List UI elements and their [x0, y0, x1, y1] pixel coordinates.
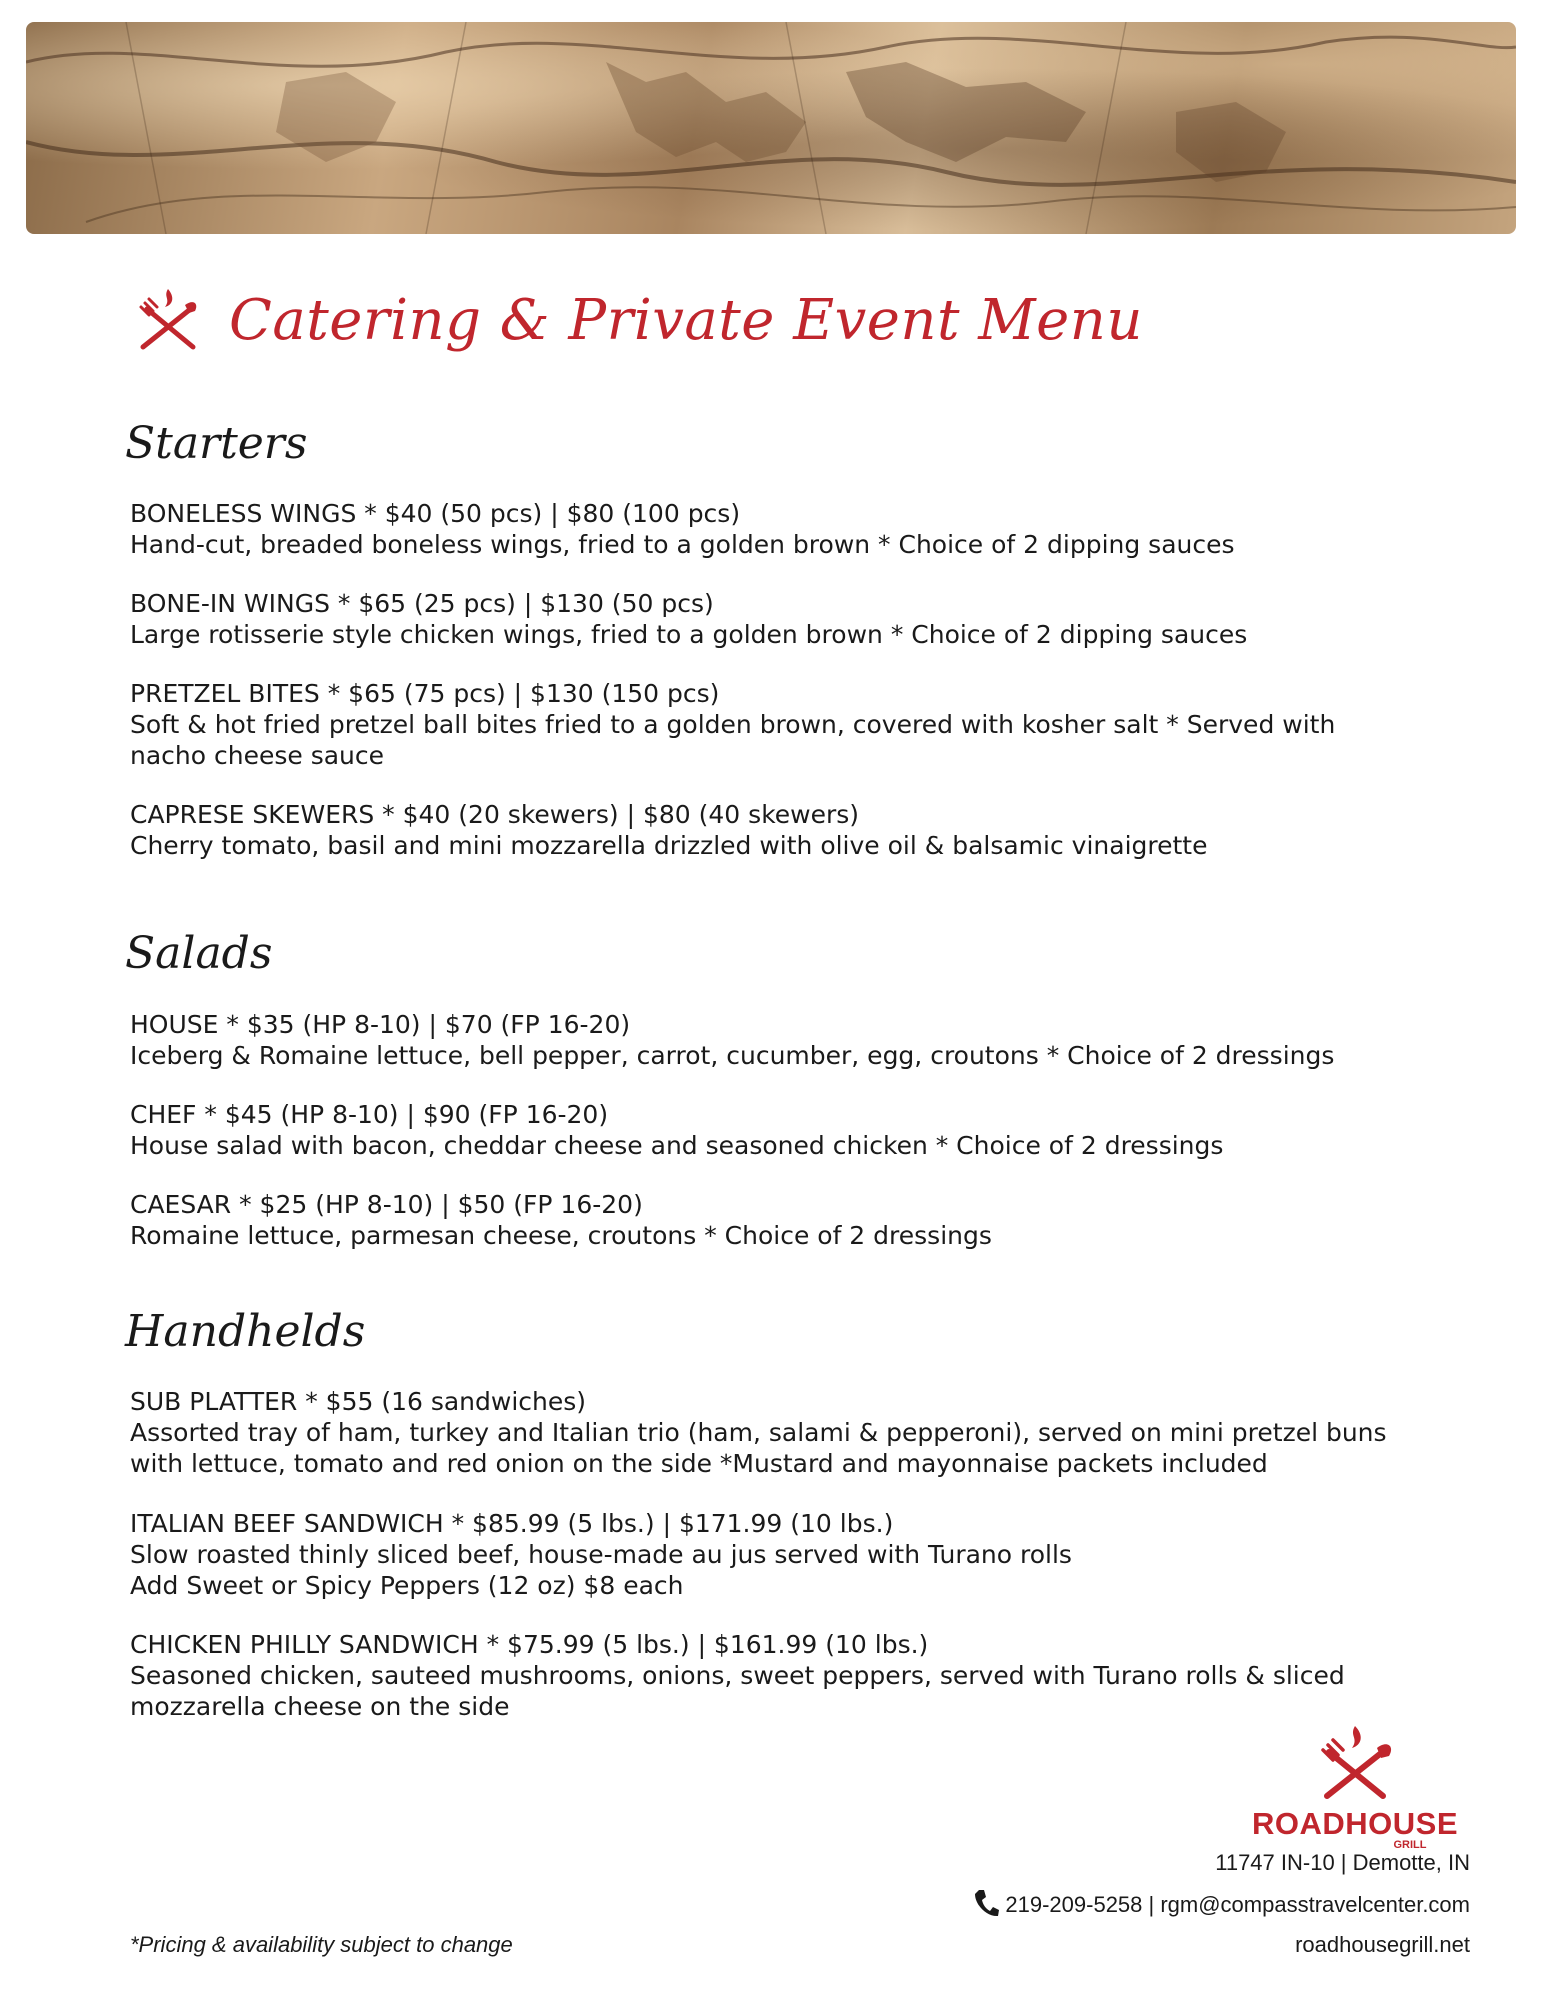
phone-email-row: [973, 1888, 1470, 1918]
menu-title-row: [135, 280, 1143, 360]
item-description: Hand-cut, breaded boneless wings, fried to a golden brown * Choice of 2 dipping sauces: [130, 530, 1235, 559]
menu-item: [130, 678, 1410, 771]
logo-name: ROADHOUSE: [1251, 1806, 1458, 1841]
phone-icon: [973, 1888, 999, 1918]
item-title: CAPRESE SKEWERS * $40 (20 skewers) | $80 (40 skewers): [130, 800, 860, 829]
roadhouse-logo: [1245, 1722, 1465, 1851]
menu-item: [130, 1629, 1410, 1722]
item-title: CHEF * $45 (HP 8-10) | $90 (FP 16-20): [130, 1100, 609, 1129]
world-map-texture: [26, 22, 1516, 234]
menu-item: [130, 1009, 1410, 1071]
item-title: BONELESS WINGS * $40 (50 pcs) | $80 (100 pcs): [130, 499, 741, 528]
item-description: Large rotisserie style chicken wings, fried to a golden brown * Choice of 2 dipping sauces: [130, 620, 1248, 649]
pricing-disclaimer: *Pricing & availability subject to change: [130, 1932, 513, 1957]
item-description: Soft & hot fried pretzel ball bites fried to a golden brown, covered with kosher salt * Served with nacho cheese sauce: [130, 710, 1336, 770]
menu-title: Catering & Private Event Menu: [229, 287, 1143, 353]
menu-item: [130, 1508, 1410, 1601]
section-heading-handhelds: Handhelds: [125, 1306, 366, 1357]
crossed-utensils-flame-icon: [135, 285, 201, 355]
phone-email[interactable]: 219-209-5258 | rgm@compasstravelcenter.com: [1005, 1892, 1470, 1917]
item-title: BONE-IN WINGS * $65 (25 pcs) | $130 (50 pcs): [130, 589, 714, 618]
logo-subtitle: GRILL: [1393, 1839, 1427, 1851]
item-description: House salad with bacon, cheddar cheese and seasoned chicken * Choice of 2 dressings: [130, 1131, 1224, 1160]
menu-item: [130, 1189, 1410, 1251]
menu-item: [130, 588, 1410, 650]
item-description: Assorted tray of ham, turkey and Italian trio (ham, salami & pepperoni), served on mini pretzel buns with lettuce, tomato and red onion on the side *Mustard and mayonnaise packets included: [130, 1418, 1387, 1478]
item-description: Iceberg & Romaine lettuce, bell pepper, carrot, cucumber, egg, croutons * Choice of 2 dressings: [130, 1041, 1335, 1070]
roadhouse-logo-icon: [1315, 1722, 1395, 1804]
menu-item: [130, 1099, 1410, 1161]
item-title: ITALIAN BEEF SANDWICH * $85.99 (5 lbs.) | $171.99 (10 lbs.): [130, 1509, 894, 1538]
menu-item: [130, 799, 1410, 861]
section-heading-salads: Salads: [125, 928, 273, 979]
item-title: CAESAR * $25 (HP 8-10) | $50 (FP 16-20): [130, 1190, 643, 1219]
website-link[interactable]: roadhousegrill.net: [1295, 1932, 1470, 1957]
address: 11747 IN-10 | Demotte, IN: [1215, 1850, 1470, 1875]
header-banner: [26, 22, 1516, 234]
item-title: CHICKEN PHILLY SANDWICH * $75.99 (5 lbs.) | $161.99 (10 lbs.): [130, 1630, 929, 1659]
item-title: PRETZEL BITES * $65 (75 pcs) | $130 (150 pcs): [130, 679, 720, 708]
item-description: Romaine lettuce, parmesan cheese, croutons * Choice of 2 dressings: [130, 1221, 992, 1250]
item-title: SUB PLATTER * $55 (16 sandwiches): [130, 1387, 587, 1416]
menu-item: [130, 498, 1410, 560]
section-heading-starters: Starters: [125, 418, 308, 469]
item-add-on: Add Sweet or Spicy Peppers (12 oz) $8 each: [130, 1571, 684, 1600]
item-description: Seasoned chicken, sauteed mushrooms, onions, sweet peppers, served with Turano rolls & sliced mozzarella cheese on the side: [130, 1661, 1345, 1721]
item-description: Cherry tomato, basil and mini mozzarella drizzled with olive oil & balsamic vinaigrette: [130, 831, 1208, 860]
item-description: Slow roasted thinly sliced beef, house-made au jus served with Turano rolls: [130, 1540, 1072, 1569]
menu-item: [130, 1386, 1410, 1479]
item-title: HOUSE * $35 (HP 8-10) | $70 (FP 16-20): [130, 1010, 631, 1039]
